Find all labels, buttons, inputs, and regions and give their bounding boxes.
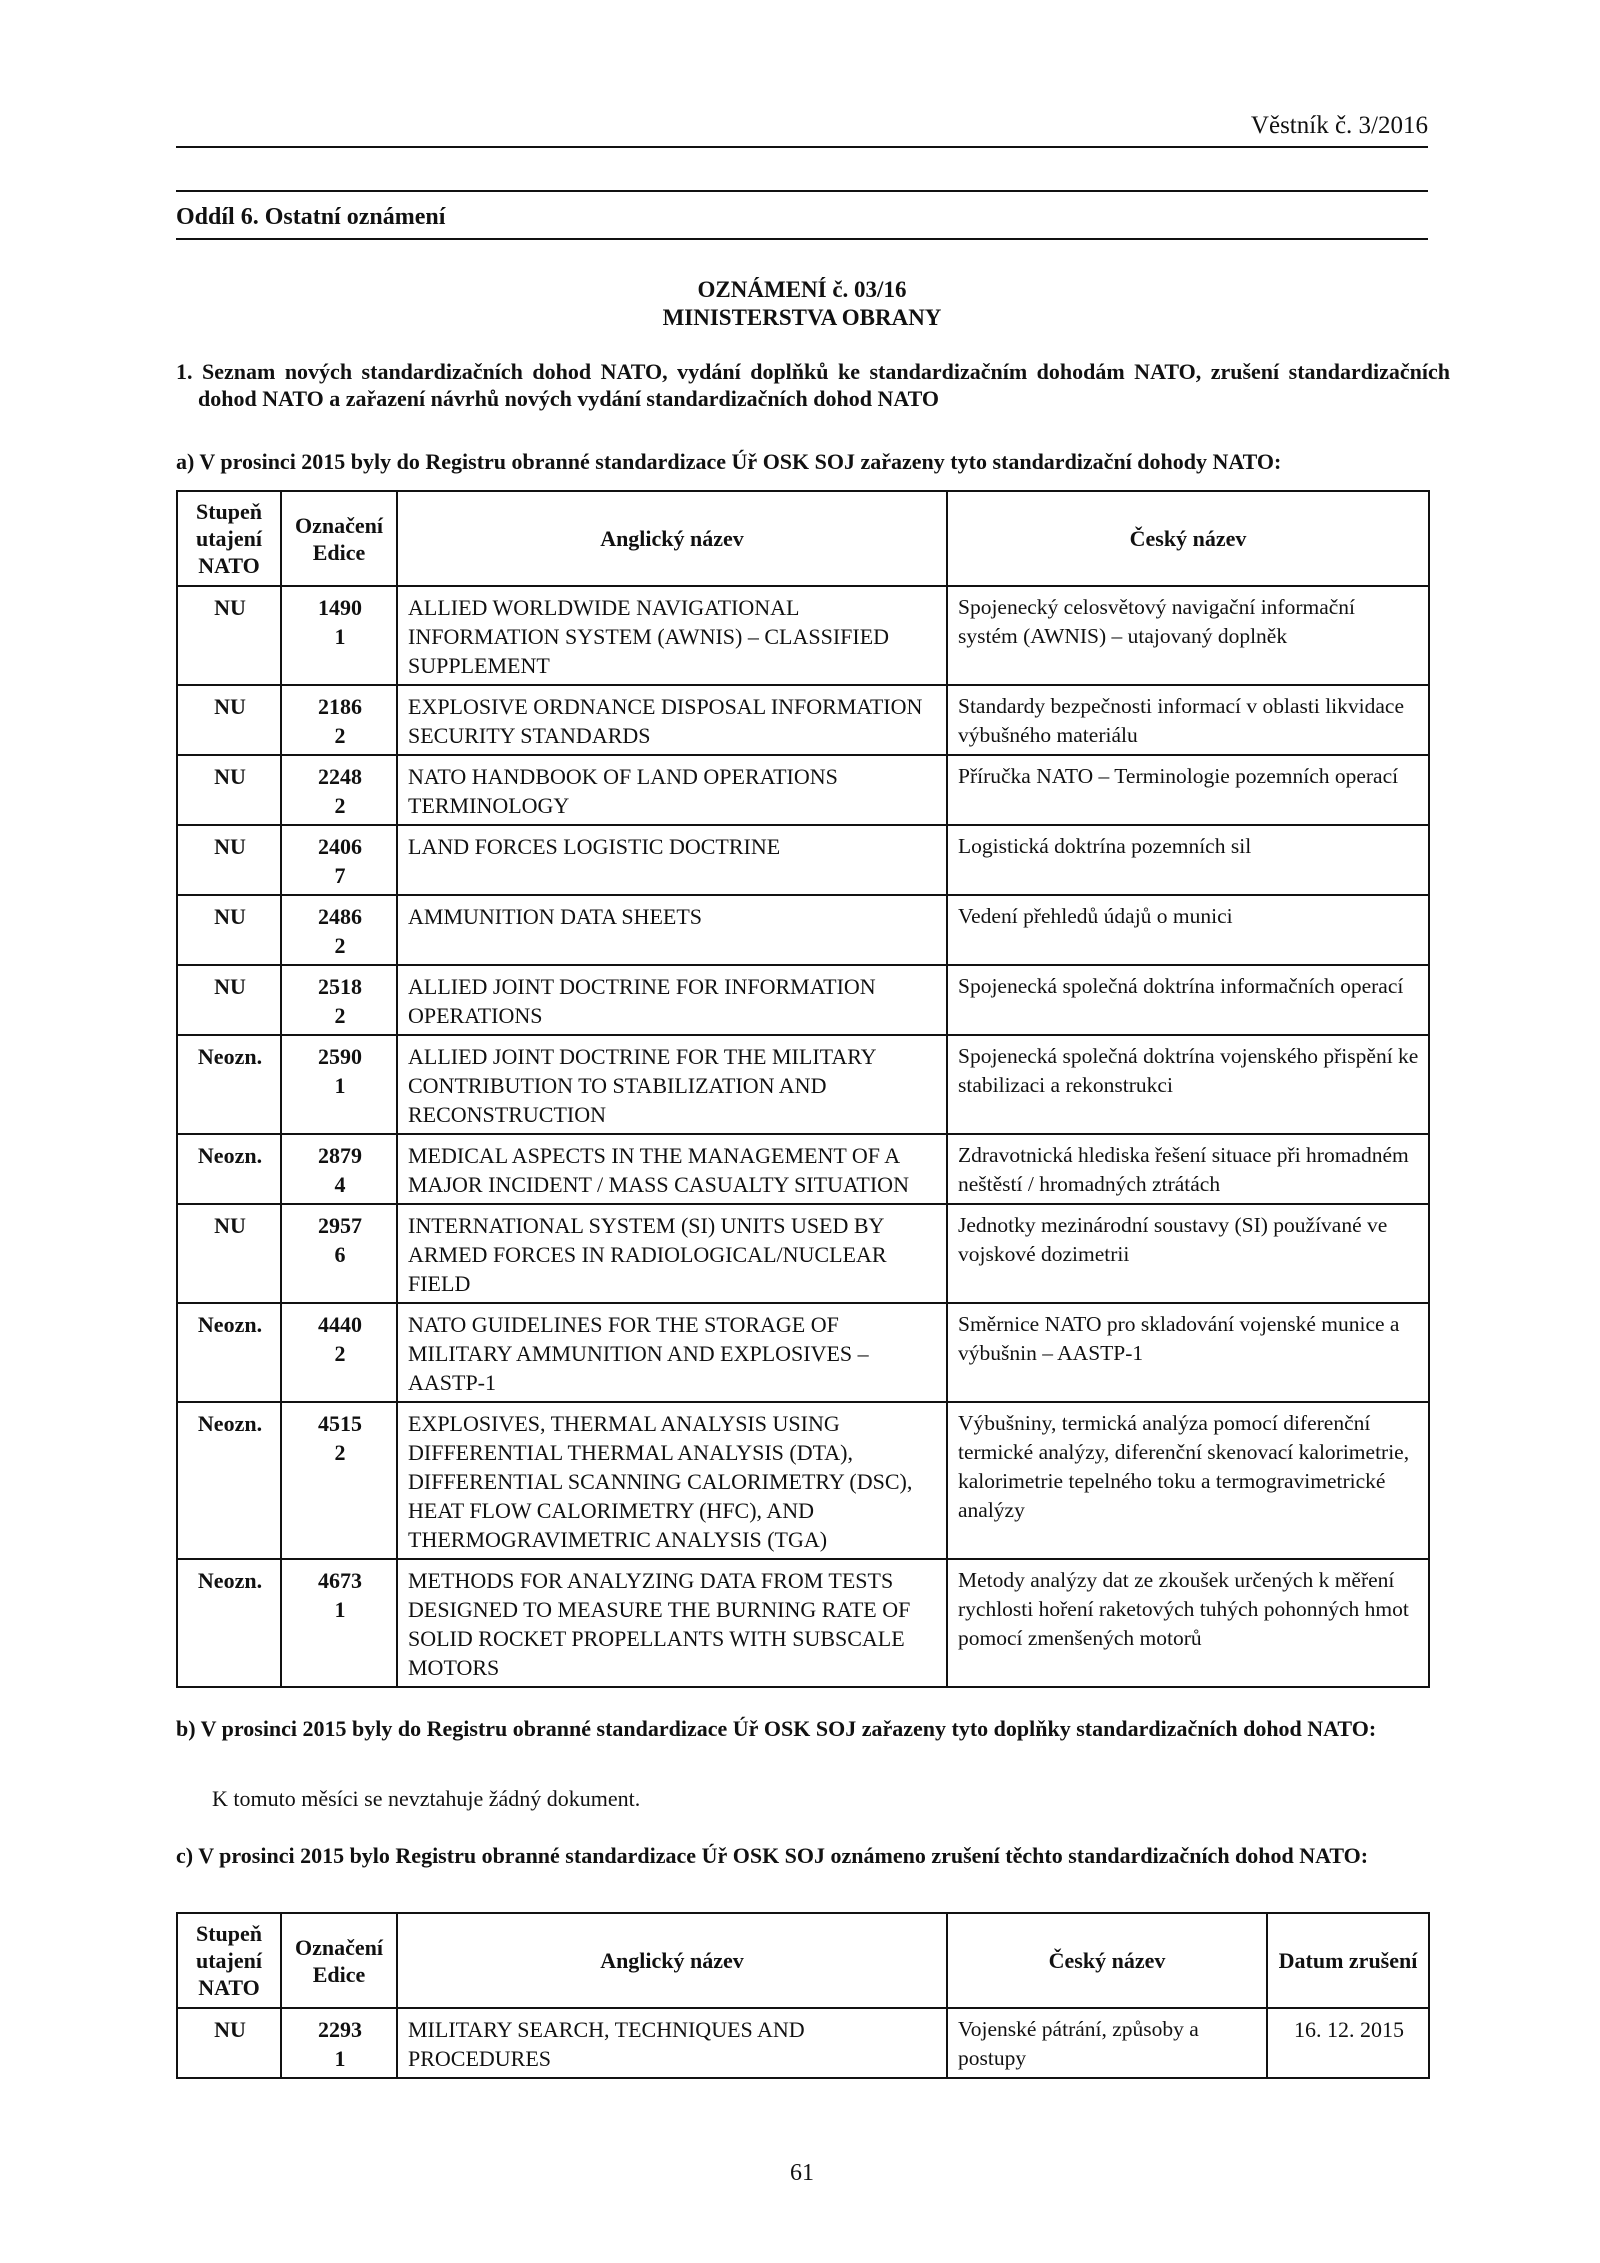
intro-paragraph: 1. Seznam nových standardizačních dohod NATO, vydání doplňků ke standardizačním dohodám NATO, zrušení standardizačních dohod NATO a zařazení návrhů nových vydání standardizačních dohod NATO — [176, 359, 1450, 411]
designation-cell — [281, 685, 397, 755]
classification-cell: Neozn. — [177, 1134, 281, 1204]
edition-number: 2 — [334, 1440, 346, 1465]
section-bottom-rule — [176, 238, 1428, 240]
designation-cell — [281, 1204, 397, 1303]
designation-cell — [281, 755, 397, 825]
table-row — [177, 685, 1429, 755]
notice-title — [176, 276, 1428, 332]
table-row — [177, 755, 1429, 825]
classification-cell: Neozn. — [177, 1559, 281, 1687]
standard-number: 4673 — [318, 1568, 362, 1593]
bulletin-header: Věstník č. 3/2016 — [1250, 112, 1428, 139]
standards-table-body — [177, 586, 1429, 1687]
english-title-cell: ALLIED WORLDWIDE NAVIGATIONAL INFORMATION SYSTEM (AWNIS) – CLASSIFIED SUPPLEMENT — [397, 586, 947, 685]
edition-number: 2 — [334, 933, 346, 958]
english-title-cell: ALLIED JOINT DOCTRINE FOR INFORMATION OPERATIONS — [397, 965, 947, 1035]
col-date-header: Datum zrušení — [1267, 1913, 1429, 2008]
czech-title-cell: Jednotky mezinárodní soustavy (SI) používané ve vojskové dozimetrii — [947, 1204, 1429, 1303]
czech-title-cell: Výbušniny, termická analýza pomocí diferenční termické analýzy, diferenční skenovací kalorimetrie, kalorimetrie tepelného toku a termogravimetrické analýzy — [947, 1402, 1429, 1559]
classification-cell: NU — [177, 965, 281, 1035]
standard-number: 4440 — [318, 1312, 362, 1337]
edition-number: 2 — [334, 793, 346, 818]
table-row — [177, 1134, 1429, 1204]
classification-cell: NU — [177, 586, 281, 685]
table-row — [177, 965, 1429, 1035]
col-designation-header: Označení Edice — [281, 1913, 397, 2008]
edition-number: 1 — [334, 2046, 346, 2071]
col-designation-header: Označení Edice — [281, 491, 397, 586]
standard-number: 1490 — [318, 595, 362, 620]
table-row — [177, 1303, 1429, 1402]
header-rule — [176, 146, 1428, 148]
classification-cell: Neozn. — [177, 1035, 281, 1134]
classification-cell: NU — [177, 895, 281, 965]
designation-cell — [281, 1134, 397, 1204]
table-row — [177, 2008, 1429, 2078]
table-row — [177, 1204, 1429, 1303]
col-classification-header: Stupeň utajení NATO — [177, 491, 281, 586]
standard-number: 2186 — [318, 694, 362, 719]
col-english-header: Anglický název — [397, 1913, 947, 2008]
section-a-heading: a) V prosinci 2015 byly do Registru obranné standardizace Úř OSK SOJ zařazeny tyto standardizační dohody NATO: — [176, 449, 1282, 474]
czech-title-cell: Vojenské pátrání, způsoby a postupy — [947, 2008, 1267, 2078]
section-b-heading: b) V prosinci 2015 byly do Registru obranné standardizace Úř OSK SOJ zařazeny tyto doplňky standardizačních dohod NATO: — [176, 1716, 1377, 1741]
cancellation-date-cell: 16. 12. 2015 — [1267, 2008, 1429, 2078]
table-row — [177, 1402, 1429, 1559]
designation-cell — [281, 586, 397, 685]
english-title-cell: EXPLOSIVE ORDNANCE DISPOSAL INFORMATION SECURITY STANDARDS — [397, 685, 947, 755]
page-number: 61 — [790, 2160, 814, 2186]
english-title-cell: METHODS FOR ANALYZING DATA FROM TESTS DESIGNED TO MEASURE THE BURNING RATE OF SOLID ROCKET PROPELLANTS WITH SUBSCALE MOTORS — [397, 1559, 947, 1687]
standard-number: 2879 — [318, 1143, 362, 1168]
english-title-cell: NATO GUIDELINES FOR THE STORAGE OF MILITARY AMMUNITION AND EXPLOSIVES – AASTP-1 — [397, 1303, 947, 1402]
english-title-cell: ALLIED JOINT DOCTRINE FOR THE MILITARY CONTRIBUTION TO STABILIZATION AND RECONSTRUCTION — [397, 1035, 947, 1134]
edition-number: 7 — [334, 863, 346, 888]
notice-title-line2: MINISTERSTVA OBRANY — [662, 305, 942, 330]
table-header-row — [177, 491, 1429, 586]
czech-title-cell: Logistická doktrína pozemních sil — [947, 825, 1429, 895]
designation-cell — [281, 1035, 397, 1134]
col-czech-header: Český název — [947, 491, 1429, 586]
col-czech-header: Český název — [947, 1913, 1267, 2008]
classification-cell: NU — [177, 685, 281, 755]
standard-number: 2957 — [318, 1213, 362, 1238]
czech-title-cell: Příručka NATO – Terminologie pozemních operací — [947, 755, 1429, 825]
designation-cell — [281, 1402, 397, 1559]
czech-title-cell: Standardy bezpečnosti informací v oblasti likvidace výbušného materiálu — [947, 685, 1429, 755]
table-row — [177, 1035, 1429, 1134]
cancelled-standards-table — [176, 1912, 1430, 2079]
standards-table — [176, 490, 1430, 1688]
standard-number: 2486 — [318, 904, 362, 929]
classification-cell: NU — [177, 2008, 281, 2078]
edition-number: 4 — [334, 1172, 346, 1197]
standard-number: 2590 — [318, 1044, 362, 1069]
english-title-cell: MILITARY SEARCH, TECHNIQUES AND PROCEDURES — [397, 2008, 947, 2078]
designation-cell — [281, 825, 397, 895]
designation-cell — [281, 895, 397, 965]
col-english-header: Anglický název — [397, 491, 947, 586]
czech-title-cell: Vedení přehledů údajů o munici — [947, 895, 1429, 965]
designation-cell — [281, 965, 397, 1035]
classification-cell: NU — [177, 1204, 281, 1303]
section-title: Oddíl 6. Ostatní oznámení — [176, 204, 446, 230]
czech-title-cell: Metody analýzy dat ze zkoušek určených k měření rychlosti hoření raketových tuhých pohonných hmot pomocí zmenšených motorů — [947, 1559, 1429, 1687]
classification-cell: NU — [177, 825, 281, 895]
standard-number: 2406 — [318, 834, 362, 859]
designation-cell — [281, 1303, 397, 1402]
standard-number: 2248 — [318, 764, 362, 789]
edition-number: 2 — [334, 1003, 346, 1028]
english-title-cell: LAND FORCES LOGISTIC DOCTRINE — [397, 825, 947, 895]
czech-title-cell: Spojenecká společná doktrína informačních operací — [947, 965, 1429, 1035]
table-row — [177, 895, 1429, 965]
edition-number: 2 — [334, 723, 346, 748]
standard-number: 2518 — [318, 974, 362, 999]
classification-cell: Neozn. — [177, 1303, 281, 1402]
section-c-heading: c) V prosinci 2015 bylo Registru obranné standardizace Úř OSK SOJ oznámeno zrušení těchto standardizačních dohod NATO: — [176, 1843, 1369, 1868]
designation-cell — [281, 1559, 397, 1687]
standard-number: 2293 — [318, 2017, 362, 2042]
notice-title-line1: OZNÁMENÍ č. 03/16 — [697, 277, 907, 302]
english-title-cell: AMMUNITION DATA SHEETS — [397, 895, 947, 965]
edition-number: 6 — [334, 1242, 346, 1267]
czech-title-cell: Spojenecký celosvětový navigační informační systém (AWNIS) – utajovaný doplněk — [947, 586, 1429, 685]
table-row — [177, 1559, 1429, 1687]
table-header-row — [177, 1913, 1429, 2008]
edition-number: 2 — [334, 1341, 346, 1366]
english-title-cell: INTERNATIONAL SYSTEM (SI) UNITS USED BY ARMED FORCES IN RADIOLOGICAL/NUCLEAR FIELD — [397, 1204, 947, 1303]
czech-title-cell: Zdravotnická hlediska řešení situace při hromadném neštěstí / hromadných ztrátách — [947, 1134, 1429, 1204]
classification-cell: Neozn. — [177, 1402, 281, 1559]
english-title-cell: MEDICAL ASPECTS IN THE MANAGEMENT OF A MAJOR INCIDENT / MASS CASUALTY SITUATION — [397, 1134, 947, 1204]
edition-number: 1 — [334, 1597, 346, 1622]
czech-title-cell: Směrnice NATO pro skladování vojenské munice a výbušnin – AASTP-1 — [947, 1303, 1429, 1402]
english-title-cell: EXPLOSIVES, THERMAL ANALYSIS USING DIFFERENTIAL THERMAL ANALYSIS (DTA), DIFFERENTIAL SCANNING CALORIMETRY (DSC), HEAT FLOW CALORIMETRY (HFC), AND THERMOGRAVIMETRIC ANALYSIS (TGA) — [397, 1402, 947, 1559]
english-title-cell: NATO HANDBOOK OF LAND OPERATIONS TERMINOLOGY — [397, 755, 947, 825]
table-row — [177, 825, 1429, 895]
edition-number: 1 — [334, 624, 346, 649]
col-classification-header: Stupeň utajení NATO — [177, 1913, 281, 2008]
classification-cell: NU — [177, 755, 281, 825]
edition-number: 1 — [334, 1073, 346, 1098]
czech-title-cell: Spojenecká společná doktrína vojenského přispění ke stabilizaci a rekonstrukci — [947, 1035, 1429, 1134]
table-row — [177, 586, 1429, 685]
section-top-rule — [176, 190, 1428, 192]
standard-number: 4515 — [318, 1411, 362, 1436]
section-b-text: K tomuto měsíci se nevztahuje žádný dokument. — [212, 1786, 641, 1811]
cancelled-table-body — [177, 2008, 1429, 2078]
designation-cell — [281, 2008, 397, 2078]
